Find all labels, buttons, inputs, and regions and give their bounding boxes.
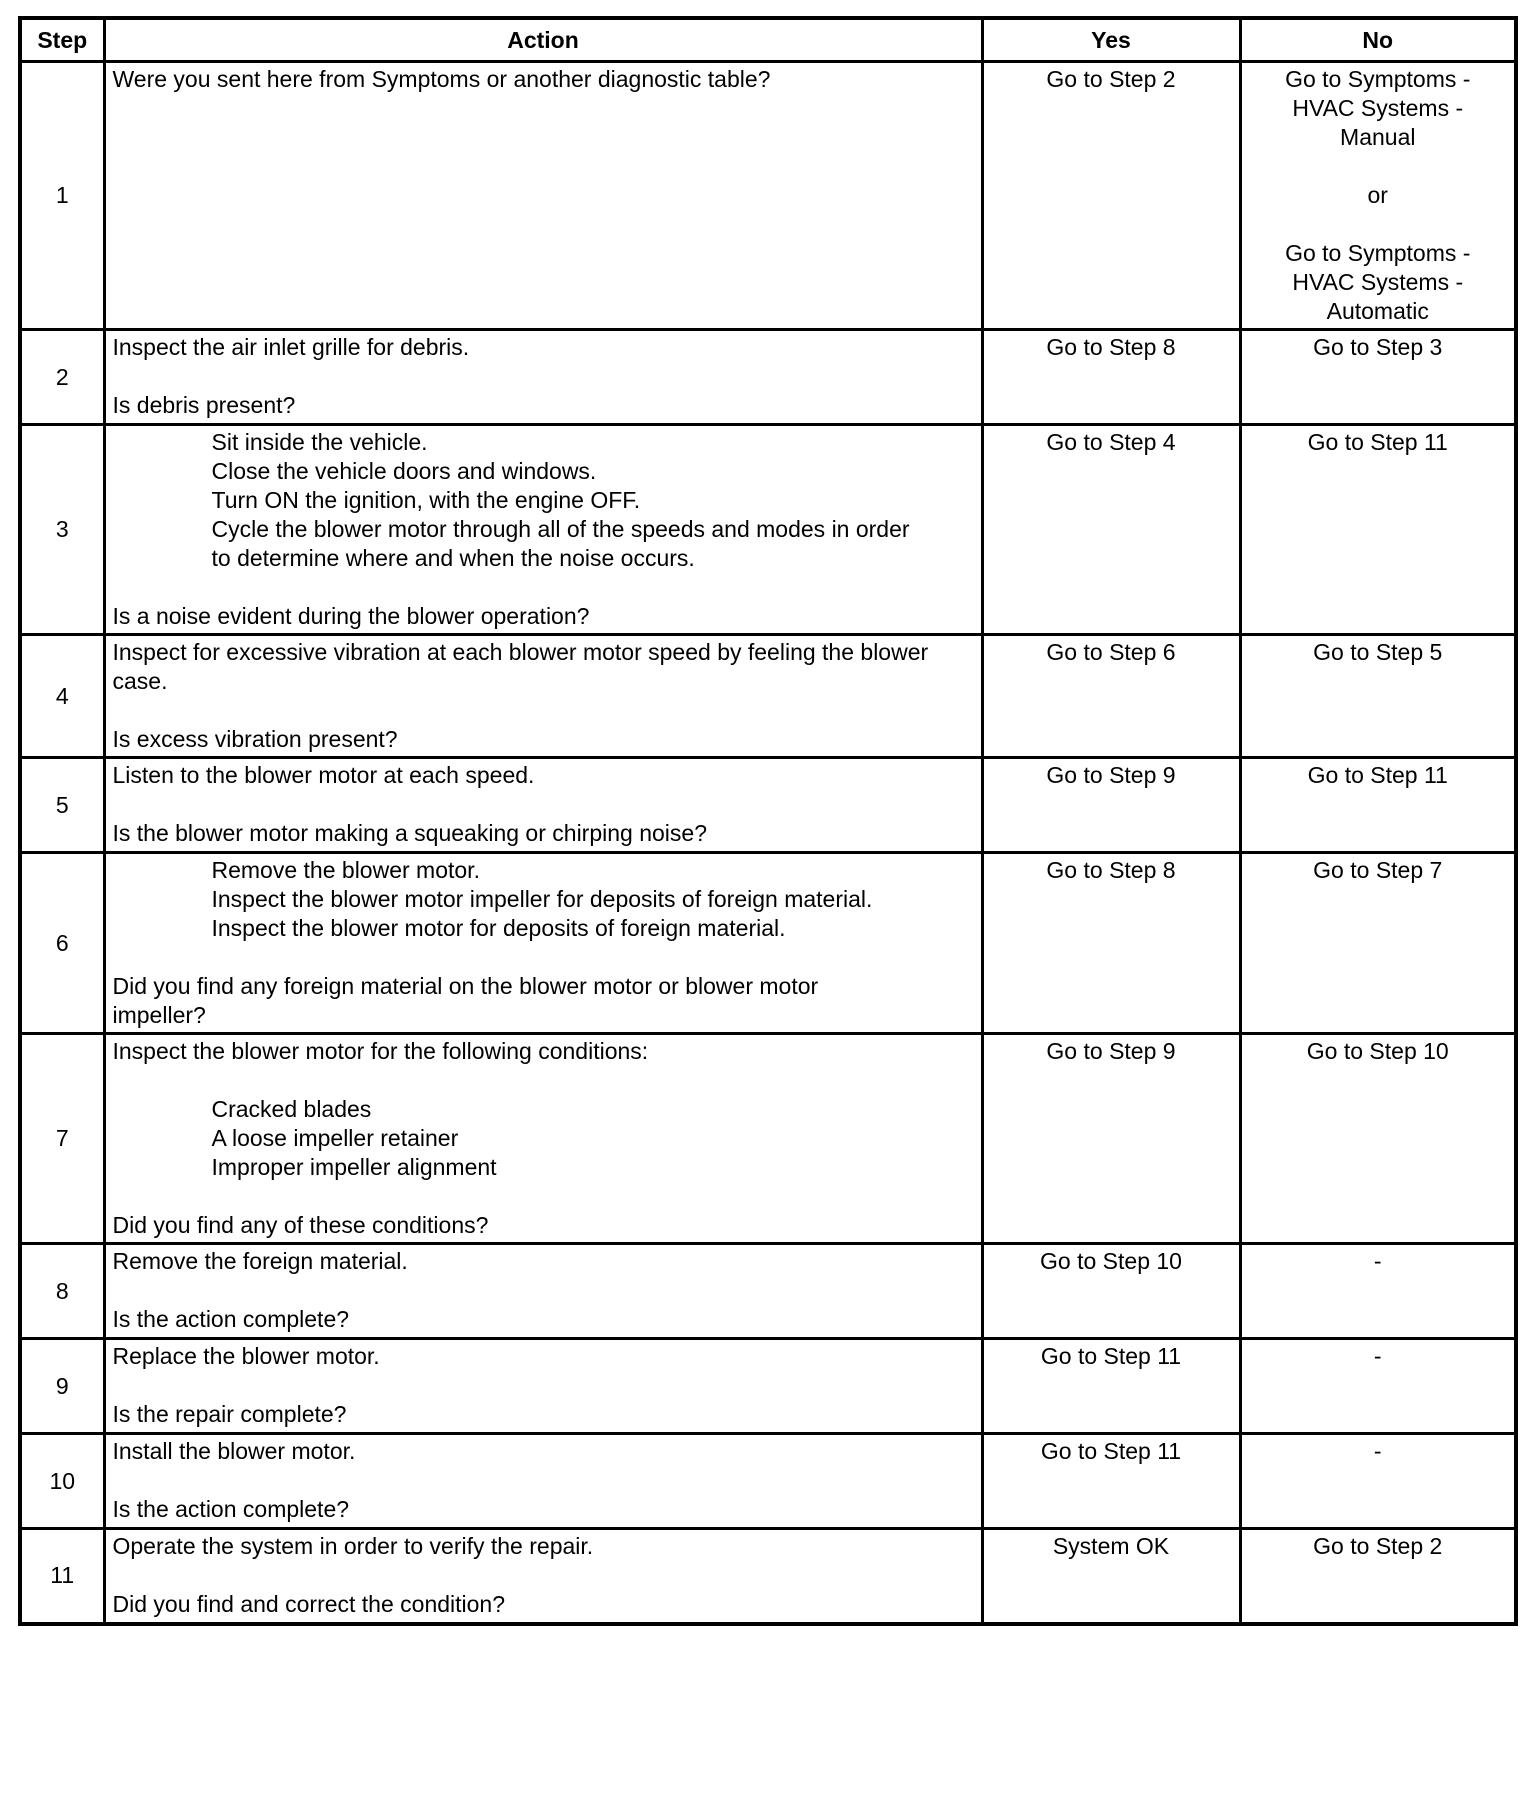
- action-item: Cracked blades: [211, 1096, 372, 1122]
- action-item: to determine where and when the noise occurs.: [211, 545, 695, 571]
- action-cell: [104, 1434, 982, 1529]
- action-spacer: [113, 573, 974, 602]
- no-cell: [1240, 425, 1516, 635]
- action-spacer: [113, 696, 974, 725]
- no-line-spacer: [1249, 152, 1508, 181]
- yes-value: Go to Step 9: [1046, 1038, 1176, 1064]
- no-cell: [1240, 1244, 1516, 1339]
- no-line: or: [1367, 182, 1388, 208]
- action-spacer: [113, 1182, 974, 1211]
- action-item: Inspect the blower motor for deposits of foreign material.: [211, 915, 786, 941]
- step-number: 7: [20, 1034, 104, 1244]
- action-item: Remove the blower motor.: [211, 857, 480, 883]
- action-spacer: [113, 1561, 974, 1590]
- action-cell: [104, 330, 982, 425]
- no-line: Automatic: [1326, 298, 1429, 324]
- action-cell: [104, 635, 982, 758]
- no-line: Manual: [1340, 124, 1416, 150]
- action-spacer: [113, 1276, 974, 1305]
- table-row: [20, 1034, 1516, 1244]
- no-value: Go to Step 11: [1307, 429, 1448, 455]
- action-cell: [104, 853, 982, 1034]
- action-text: Listen to the blower motor at each speed.: [112, 762, 535, 788]
- no-value: Go to Step 2: [1313, 1533, 1443, 1559]
- action-text: Inspect the blower motor for the following conditions:: [112, 1038, 649, 1064]
- step-number: 4: [20, 635, 104, 758]
- action-cell: [104, 62, 982, 330]
- yes-cell: [982, 1244, 1240, 1339]
- action-item: Close the vehicle doors and windows.: [211, 458, 597, 484]
- step-number: 9: [20, 1339, 104, 1434]
- yes-value: Go to Step 11: [1040, 1343, 1182, 1369]
- yes-value: Go to Step 10: [1040, 1248, 1182, 1274]
- no-cell: [1240, 1434, 1516, 1529]
- no-cell: [1240, 1034, 1516, 1244]
- action-question: Is the repair complete?: [112, 1401, 347, 1427]
- no-line: Go to Symptoms -: [1285, 66, 1471, 92]
- yes-cell: [982, 758, 1240, 853]
- yes-value: System OK: [1052, 1533, 1170, 1559]
- action-question: Is a noise evident during the blower operation?: [112, 603, 590, 629]
- no-value: Go to Step 10: [1306, 1038, 1449, 1064]
- step-number: 3: [20, 425, 104, 635]
- action-question: Is debris present?: [112, 392, 296, 418]
- action-spacer: [113, 943, 974, 972]
- table-row: [20, 62, 1516, 330]
- no-line: HVAC Systems -: [1292, 269, 1464, 295]
- step-number: 5: [20, 758, 104, 853]
- yes-cell: [982, 853, 1240, 1034]
- table-row: [20, 853, 1516, 1034]
- step-number: 1: [20, 62, 104, 330]
- action-text: Operate the system in order to verify the repair.: [112, 1533, 594, 1559]
- header-yes: Yes: [982, 18, 1240, 62]
- table-row: [20, 635, 1516, 758]
- action-question: Is the action complete?: [112, 1306, 350, 1332]
- action-question: Is excess vibration present?: [112, 726, 398, 752]
- action-spacer: [113, 1066, 974, 1095]
- yes-cell: [982, 1339, 1240, 1434]
- table-row: [20, 1339, 1516, 1434]
- yes-value: Go to Step 4: [1046, 429, 1176, 455]
- yes-cell: [982, 1034, 1240, 1244]
- yes-value: Go to Step 8: [1046, 857, 1176, 883]
- table-row: [20, 1434, 1516, 1529]
- no-value: Go to Step 11: [1307, 762, 1448, 788]
- no-line: HVAC Systems -: [1292, 95, 1464, 121]
- step-number: 6: [20, 853, 104, 1034]
- header-no: No: [1240, 18, 1516, 62]
- no-value: -: [1373, 1438, 1382, 1464]
- action-text: Replace the blower motor.: [112, 1343, 380, 1369]
- no-value: Go to Step 5: [1313, 639, 1443, 665]
- action-item: Cycle the blower motor through all of the speeds and modes in order: [211, 516, 910, 542]
- step-number: 2: [20, 330, 104, 425]
- action-text: Were you sent here from Symptoms or another diagnostic table?: [112, 66, 771, 92]
- diagnostic-table: [18, 16, 1518, 1626]
- no-cell: [1240, 62, 1516, 330]
- action-cell: [104, 758, 982, 853]
- yes-cell: [982, 425, 1240, 635]
- no-line: Go to Symptoms -: [1285, 240, 1471, 266]
- action-item: Sit inside the vehicle.: [211, 429, 428, 455]
- no-cell: [1240, 853, 1516, 1034]
- step-number: 8: [20, 1244, 104, 1339]
- table-row: [20, 330, 1516, 425]
- no-cell: [1240, 1339, 1516, 1434]
- no-line-spacer: [1249, 210, 1508, 239]
- action-spacer: [113, 1466, 974, 1495]
- yes-cell: [982, 635, 1240, 758]
- table-row: [20, 1244, 1516, 1339]
- yes-value: Go to Step 8: [1046, 334, 1176, 360]
- action-question: Is the blower motor making a squeaking or chirping noise?: [112, 820, 707, 846]
- action-item: Inspect the blower motor impeller for deposits of foreign material.: [211, 886, 873, 912]
- action-text: Remove the foreign material.: [112, 1248, 408, 1274]
- action-text: Inspect for excessive vibration at each blower motor speed by feeling the blower case.: [112, 639, 929, 694]
- action-cell: [104, 425, 982, 635]
- no-cell: [1240, 330, 1516, 425]
- yes-cell: [982, 1529, 1240, 1624]
- action-cell: [104, 1529, 982, 1624]
- yes-value: Go to Step 9: [1046, 762, 1176, 788]
- yes-cell: [982, 1434, 1240, 1529]
- action-text: Install the blower motor.: [112, 1438, 356, 1464]
- no-cell: [1240, 635, 1516, 758]
- action-item: Improper impeller alignment: [211, 1154, 497, 1180]
- no-value: -: [1373, 1248, 1382, 1274]
- action-spacer: [113, 362, 974, 391]
- yes-value: Go to Step 2: [1046, 66, 1176, 92]
- no-value: Go to Step 3: [1313, 334, 1443, 360]
- header-row: [20, 18, 1516, 62]
- action-cell: [104, 1244, 982, 1339]
- table-row: [20, 758, 1516, 853]
- action-spacer: [113, 790, 974, 819]
- header-action: Action: [104, 18, 982, 62]
- action-item: A loose impeller retainer: [211, 1125, 459, 1151]
- action-question: Did you find and correct the condition?: [112, 1591, 506, 1617]
- yes-cell: [982, 62, 1240, 330]
- header-step: Step: [20, 18, 104, 62]
- action-question: Did you find any foreign material on the blower motor or blower motor impeller?: [112, 973, 819, 1028]
- no-value: Go to Step 7: [1313, 857, 1443, 883]
- step-number: 11: [20, 1529, 104, 1624]
- no-value: -: [1373, 1343, 1382, 1369]
- action-cell: [104, 1339, 982, 1434]
- action-question: Is the action complete?: [112, 1496, 350, 1522]
- yes-cell: [982, 330, 1240, 425]
- table-row: [20, 1529, 1516, 1624]
- table-row: [20, 425, 1516, 635]
- action-question: Did you find any of these conditions?: [112, 1212, 489, 1238]
- no-cell: [1240, 758, 1516, 853]
- yes-value: Go to Step 11: [1040, 1438, 1182, 1464]
- action-text: Inspect the air inlet grille for debris.: [112, 334, 470, 360]
- yes-value: Go to Step 6: [1046, 639, 1176, 665]
- no-cell: [1240, 1529, 1516, 1624]
- step-number: 10: [20, 1434, 104, 1529]
- action-item: Turn ON the ignition, with the engine OFF.: [211, 487, 641, 513]
- action-spacer: [113, 1371, 974, 1400]
- action-cell: [104, 1034, 982, 1244]
